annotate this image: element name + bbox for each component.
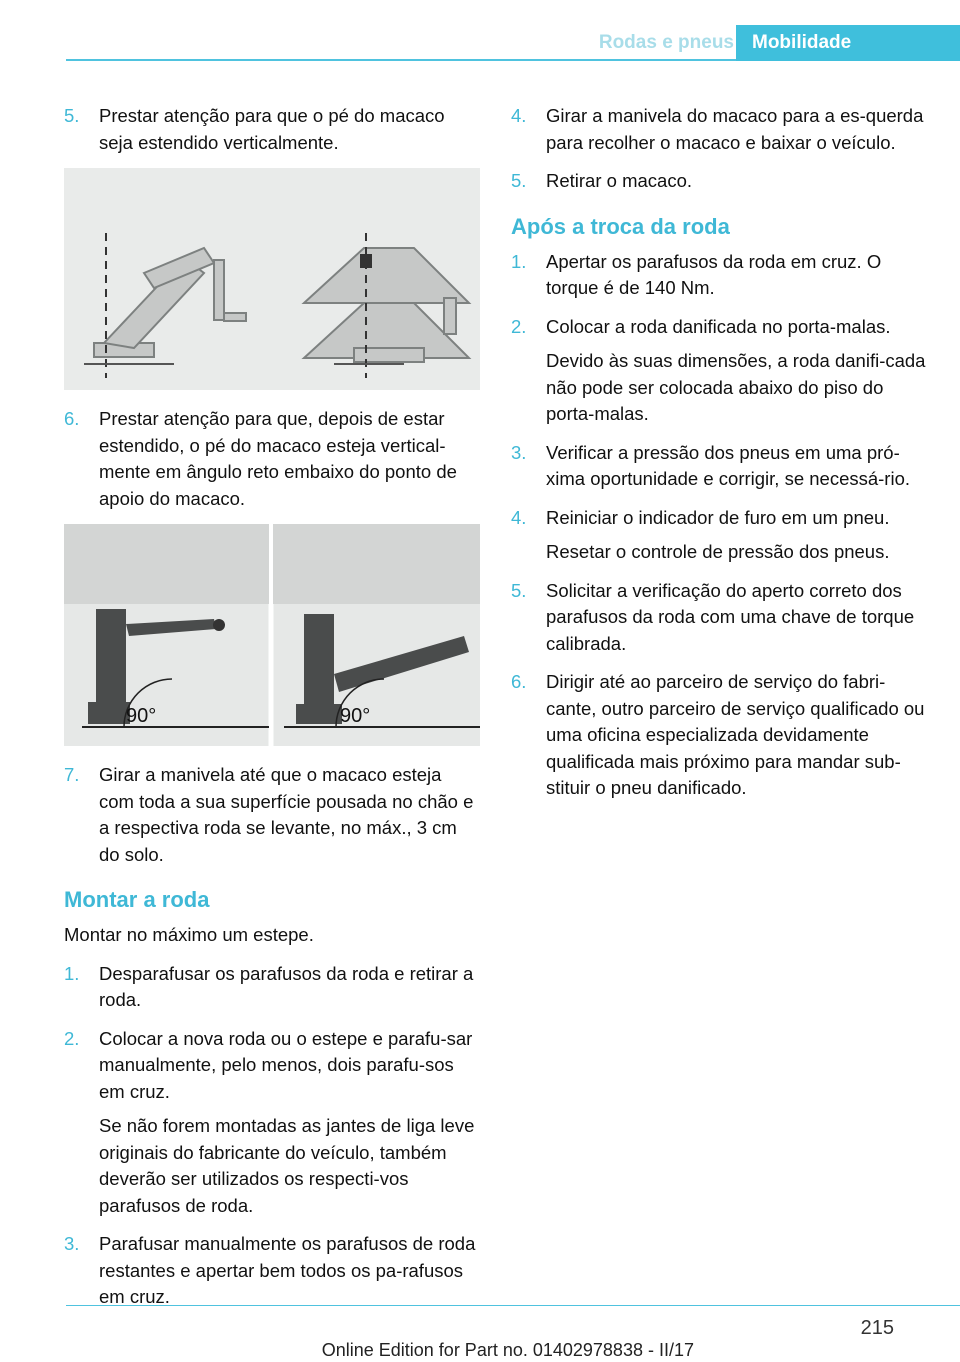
list-item — [64, 1026, 480, 1220]
list-item — [511, 103, 927, 156]
header-section-title: Rodas e pneus — [598, 32, 734, 53]
step-number: 5. — [511, 579, 527, 601]
jack-angle-diagram — [64, 524, 480, 746]
list-item — [511, 249, 927, 302]
list-item — [511, 505, 927, 566]
list-item — [64, 961, 480, 1014]
jack-angle-photo — [64, 524, 480, 746]
list-item — [511, 440, 927, 493]
section-heading-montar: Montar a roda — [64, 887, 210, 912]
step-text: Colocar a roda danificada no porta-malas. — [546, 315, 891, 337]
list-item — [511, 168, 927, 195]
step-number: 5. — [64, 105, 80, 126]
step-text: Colocar a nova roda ou o estepe e parafu‐sar manualmente, pelo menos, dois parafu‐sos em cruz. — [99, 1027, 473, 1102]
step-text: Prestar atenção para que, depois de estar estendido, o pé do macaco esteja vertical‐mente em ângulo reto embaixo do ponto de apoio do macaco. — [99, 408, 457, 509]
step-subtext: Resetar o controle de pressão dos pneus. — [546, 541, 890, 562]
jack-diagram — [64, 168, 480, 390]
list-item — [64, 406, 480, 512]
left-column — [64, 103, 480, 1323]
step-text: Girar a manivela do macaco para a es‐querda para recolher o macaco e baixar o veículo. — [546, 105, 924, 153]
step-text: Solicitar a verificação do aperto correto dos parafusos da roda com uma chave de torque calibrada. — [546, 579, 915, 654]
step-number: 4. — [511, 506, 527, 528]
step-text: Dirigir até ao parceiro de serviço do fabri‐cante, outro parceiro de serviço qualificado ou uma oficina especializada devidamente qualificada mais próximo para mandar sub‐stituir o pneu danificado. — [546, 671, 925, 798]
list-item — [511, 669, 927, 802]
step-number: 2. — [64, 1027, 80, 1049]
page-header — [66, 25, 960, 61]
step-subtext: Se não forem montadas as jantes de liga leve originais do fabricante do veículo, também deverão ser utilizados os respecti‐vos parafusos de roda. — [99, 1115, 475, 1216]
step-subtext: Devido às suas dimensões, a roda danifi‐cada não pode ser colocada abaixo do piso do porta-malas. — [546, 350, 926, 424]
step-text: Parafusar manualmente os parafusos de roda restantes e apertar bem todos os pa‐rafusos em cruz. — [99, 1233, 476, 1307]
step-number: 3. — [511, 441, 527, 463]
step-number: 5. — [511, 170, 527, 191]
step-number: 4. — [511, 105, 527, 126]
step-number: 2. — [511, 315, 527, 337]
step-text: Prestar atenção para que o pé do macaco seja estendido verticalmente. — [99, 105, 445, 153]
edition-note: Online Edition for Part no. 01402978838 - II/17 — [321, 1340, 694, 1360]
step-text: Reiniciar o indicador de furo em um pneu. — [546, 506, 890, 528]
step-text: Girar a manivela até que o macaco esteja com toda a sua superfície pousada no chão e a respectiva roda se levante, no máx., 3 cm do solo. — [99, 764, 474, 865]
step-number: 7. — [64, 764, 80, 785]
section-heading-apos: Após a troca da roda — [511, 213, 730, 239]
step-number: 6. — [64, 408, 80, 429]
step-text: Verificar a pressão dos pneus em uma pró‐xima oportunidade e corrigir, se necessá‐rio. — [546, 441, 911, 489]
list-item — [64, 762, 480, 868]
right-column — [511, 103, 927, 814]
jack-vertical-illustration — [64, 168, 480, 390]
list-item — [64, 103, 480, 156]
list-item — [511, 578, 927, 658]
step-text: Apertar os parafusos da roda em cruz. O torque é de 140 Nm. — [546, 250, 882, 298]
page-number: 215 — [860, 1317, 894, 1339]
step-number: 6. — [511, 671, 527, 692]
step-text: Retirar o macaco. — [546, 170, 692, 191]
step-number: 1. — [511, 250, 527, 272]
section-intro: Montar no máximo um estepe. — [64, 924, 314, 945]
angle-label-right: 90° — [340, 705, 371, 727]
step-number: 3. — [64, 1233, 80, 1254]
list-item — [64, 1231, 480, 1311]
step-number: 1. — [64, 962, 80, 984]
header-chapter-tab: Mobilidade — [736, 25, 960, 61]
footer-rule — [66, 1305, 960, 1306]
step-text: Desparafusar os parafusos da roda e retirar a roda. — [99, 962, 474, 1010]
list-item — [511, 314, 927, 428]
angle-label-left: 90° — [126, 705, 157, 727]
